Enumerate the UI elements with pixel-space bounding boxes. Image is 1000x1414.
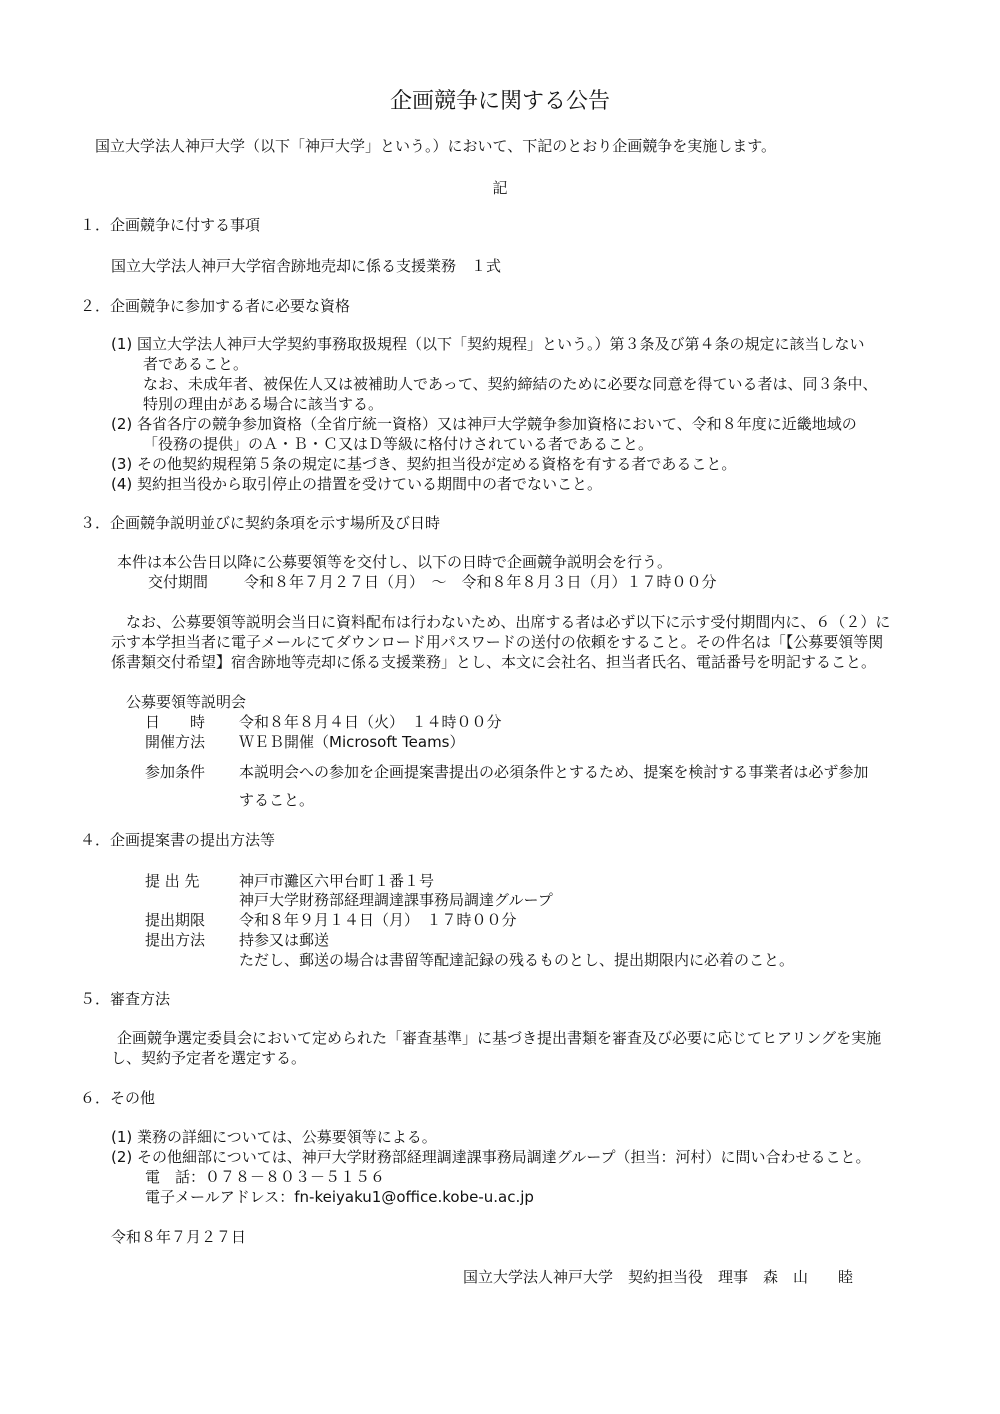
section-6-heading: ６．その他 [80, 1089, 156, 1107]
section-2-line: (4) 契約担当役から取引停止の措置を受けている期間中の者でないこと。 [111, 475, 603, 493]
briefing-condition-label: 参加条件 [145, 763, 206, 781]
section-2-line: 者であること。 [143, 355, 249, 373]
briefing-condition-line: 本説明会への参加を企画提案書提出の必須条件とするため、提案を検討する事業者は必ず参加 [239, 763, 869, 781]
section-5-heading: ５．審査方法 [80, 990, 171, 1008]
briefing-method-label: 開催方法 [145, 733, 206, 751]
section-2-line: (2) 各省各庁の競争参加資格（全省庁統一資格）又は神戸大学競争参加資格において、令和８年度に近畿地域の [111, 415, 857, 433]
section-3-paragraph-2-line: 係書類交付希望】宿舎跡地等売却に係る支援業務」とし、本文に会社名、担当者氏名、電話番号を明記すること。 [111, 653, 877, 671]
submission-destination-label: 提 出 先 [145, 872, 200, 890]
announcement-date: 令和８年７月２７日 [111, 1228, 247, 1246]
section-2-heading: ２．企画競争に参加する者に必要な資格 [80, 297, 351, 315]
section-6-line: (2) その他細部については、神戸大学財務部経理調達課事務局調達グループ（担当：河村）に問い合わせること。 [111, 1148, 871, 1166]
section-2-line: 特別の理由がある場合に該当する。 [143, 395, 384, 413]
section-1-body: 国立大学法人神戸大学宿舎跡地売却に係る支援業務 １式 [111, 257, 502, 275]
issue-period-label: 交付期間 [148, 573, 209, 591]
section-4-heading: ４．企画提案書の提出方法等 [80, 831, 276, 849]
section-2-line: (3) その他契約規程第５条の規定に基づき、契約担当役が定める資格を有する者であること。 [111, 455, 737, 473]
briefing-condition-line: すること。 [239, 791, 315, 809]
section-2-line: なお、未成年者、被保佐人又は被補助人であって、契約締結のために必要な同意を得ている者は、同３条中、 [143, 375, 878, 393]
issue-period-value: 令和８年７月２７日（月） ～ 令和８年８月３日（月）１７時００分 [244, 573, 717, 591]
submission-method-line: ただし、郵送の場合は書留等配達記録の残るものとし、提出期限内に必着のこと。 [239, 951, 795, 969]
ki-mark: 記 [492, 179, 508, 197]
contact-phone: 電 話：０７８－８０３－５１５６ [145, 1168, 386, 1186]
section-6-line: (1) 業務の詳細については、公募要領等による。 [111, 1128, 437, 1146]
document-title: 企画競争に関する公告 [389, 89, 610, 114]
contact-email: 電子メールアドレス：fn-keiyaku1@office.kobe-u.ac.jp [145, 1188, 534, 1206]
submission-method-label: 提出方法 [145, 931, 206, 949]
briefing-method-value: ＷＥＢ開催（Microsoft Teams） [239, 733, 465, 751]
section-3-heading: ３．企画競争説明並びに契約条項を示す場所及び日時 [80, 514, 441, 532]
intro-text: 国立大学法人神戸大学（以下「神戸大学」という。）において、下記のとおり企画競争を実施します。 [95, 137, 777, 155]
section-2-line: (1) 国立大学法人神戸大学契約事務取扱規程（以下「契約規程」という。）第３条及び第４条の規定に該当しない [111, 335, 865, 353]
signature: 国立大学法人神戸大学 契約担当役 理事 森 山 睦 [463, 1268, 854, 1286]
section-5-line: し、契約予定者を選定する。 [111, 1049, 307, 1067]
submission-deadline-value: 令和８年９月１４日（月） １７時００分 [239, 911, 517, 929]
submission-destination-line: 神戸大学財務部経理調達課事務局調達グループ [239, 891, 553, 909]
section-2-line: 「役務の提供」のＡ・Ｂ・Ｃ又はＤ等級に格付けされている者であること。 [143, 435, 654, 453]
submission-destination-line: 神戸市灘区六甲台町１番１号 [239, 872, 435, 890]
briefing-date-label: 日 時 [145, 713, 206, 731]
section-5-line: 企画競争選定委員会において定められた「審査基準」に基づき提出書類を審査及び必要に応じてヒアリングを実施 [117, 1029, 882, 1047]
briefing-date-value: 令和８年８月４日（火） １４時００分 [239, 713, 502, 731]
submission-deadline-label: 提出期限 [145, 911, 206, 929]
submission-method-line: 持参又は郵送 [239, 931, 330, 949]
section-3-paragraph-2-line: 示す本学担当者に電子メールにてダウンロード用パスワードの送付の依頼をすること。その件名は「【公募要領等関 [111, 633, 884, 651]
section-3-paragraph-2-line: なお、公募要領等説明会当日に資料配布は行わないため、出席する者は必ず以下に示す受付期間内に、６（２）に [126, 613, 891, 631]
briefing-title: 公募要領等説明会 [126, 693, 247, 711]
section-3-paragraph-1: 本件は本公告日以降に公募要領等を交付し、以下の日時で企画競争説明会を行う。 [117, 553, 673, 571]
section-1-heading: １．企画競争に付する事項 [80, 216, 261, 234]
